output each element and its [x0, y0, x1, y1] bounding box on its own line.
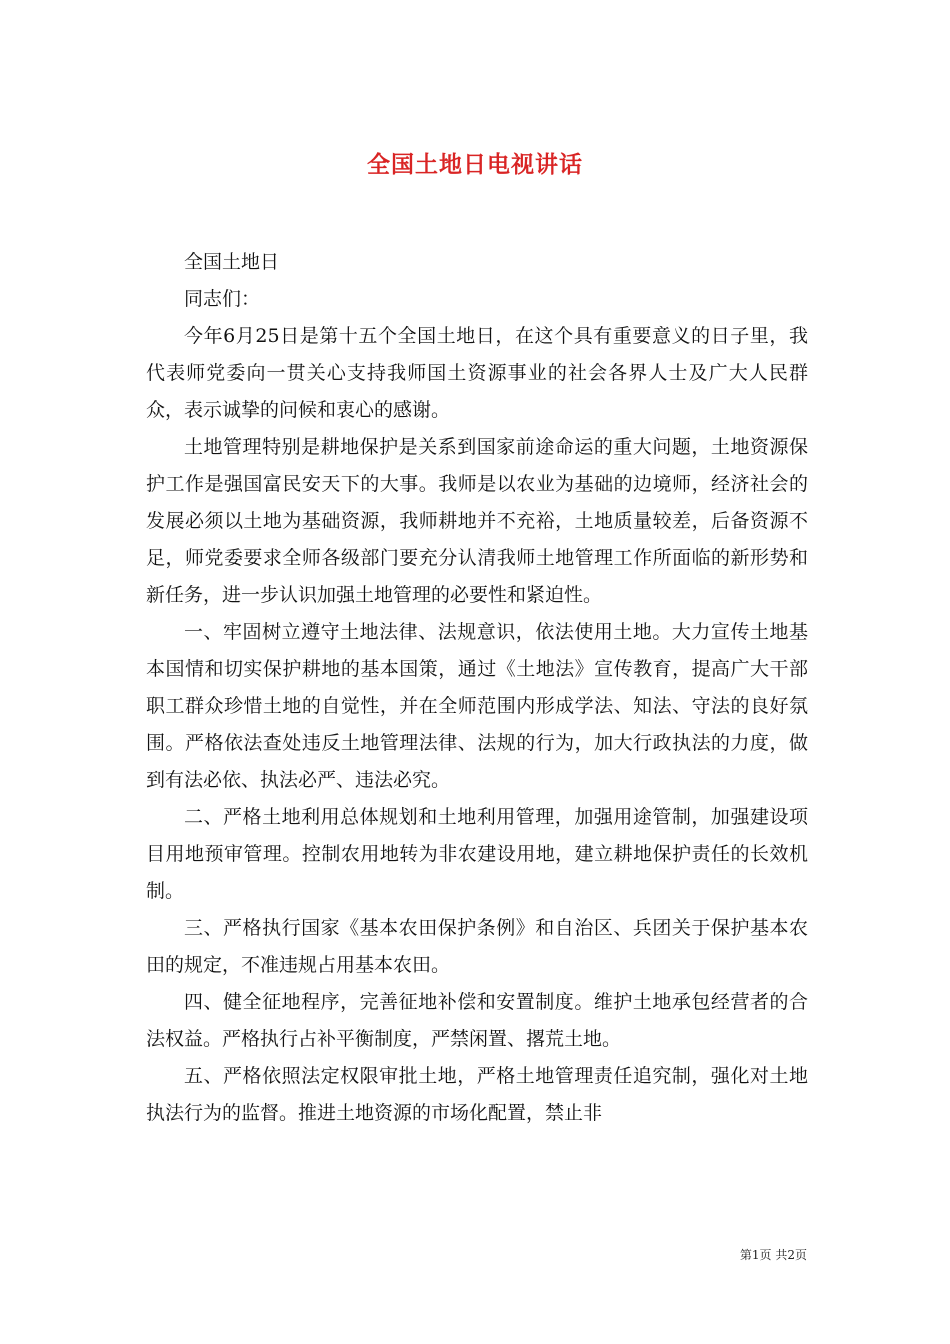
paragraph: 今年6月25日是第十五个全国土地日，在这个具有重要意义的日子里，我代表师党委向一贯关心支持我师国土资源事业的社会各界人士及广大人民群众，表示诚挚的问候和衷心的感谢。 [146, 325, 808, 421]
paragraph: 二、严格土地利用总体规划和土地利用管理，加强用途管制，加强建设项目用地预审管理。控制农用地转为非农建设用地，建立耕地保护责任的长效机制。 [146, 806, 808, 902]
paragraph: 四、健全征地程序，完善征地补偿和安置制度。维护土地承包经营者的合法权益。严格执行占补平衡制度，严禁闲置、撂荒土地。 [146, 991, 808, 1050]
paragraph: 一、牢固树立遵守土地法律、法规意识，依法使用土地。大力宣传土地基本国情和切实保护耕地的基本国策，通过《土地法》宣传教育，提高广大干部职工群众珍惜土地的自觉性，并在全师范围内形成学法、知法、守法的良好氛围。严格依法查处违反土地管理法律、法规的行为，加大行政执法的力度，做到有法必依、执法必严、违法必究。 [146, 621, 808, 791]
document-body [146, 244, 808, 1132]
page-number: 第1页 共2页 [739, 1248, 807, 1262]
paragraph-salutation: 同志们： [184, 288, 261, 310]
paragraph: 三、严格执行国家《基本农田保护条例》和自治区、兵团关于保护基本农田的规定，不准违规占用基本农田。 [146, 917, 808, 976]
document-title: 全国土地日电视讲话 [367, 151, 583, 179]
paragraph: 五、严格依照法定权限审批土地，严格土地管理责任追究制，强化对土地执法行为的监督。推进土地资源的市场化配置，禁止非 [146, 1065, 808, 1124]
paragraph-heading: 全国土地日 [184, 251, 280, 273]
paragraph: 土地管理特别是耕地保护是关系到国家前途命运的重大问题，土地资源保护工作是强国富民安天下的大事。我师是以农业为基础的边境师，经济社会的发展必须以土地为基础资源，我师耕地并不充裕，土地质量较差，后备资源不足，师党委要求全师各级部门要充分认清我师土地管理工作所面临的新形势和新任务，进一步认识加强土地管理的必要性和紧迫性。 [146, 436, 808, 606]
